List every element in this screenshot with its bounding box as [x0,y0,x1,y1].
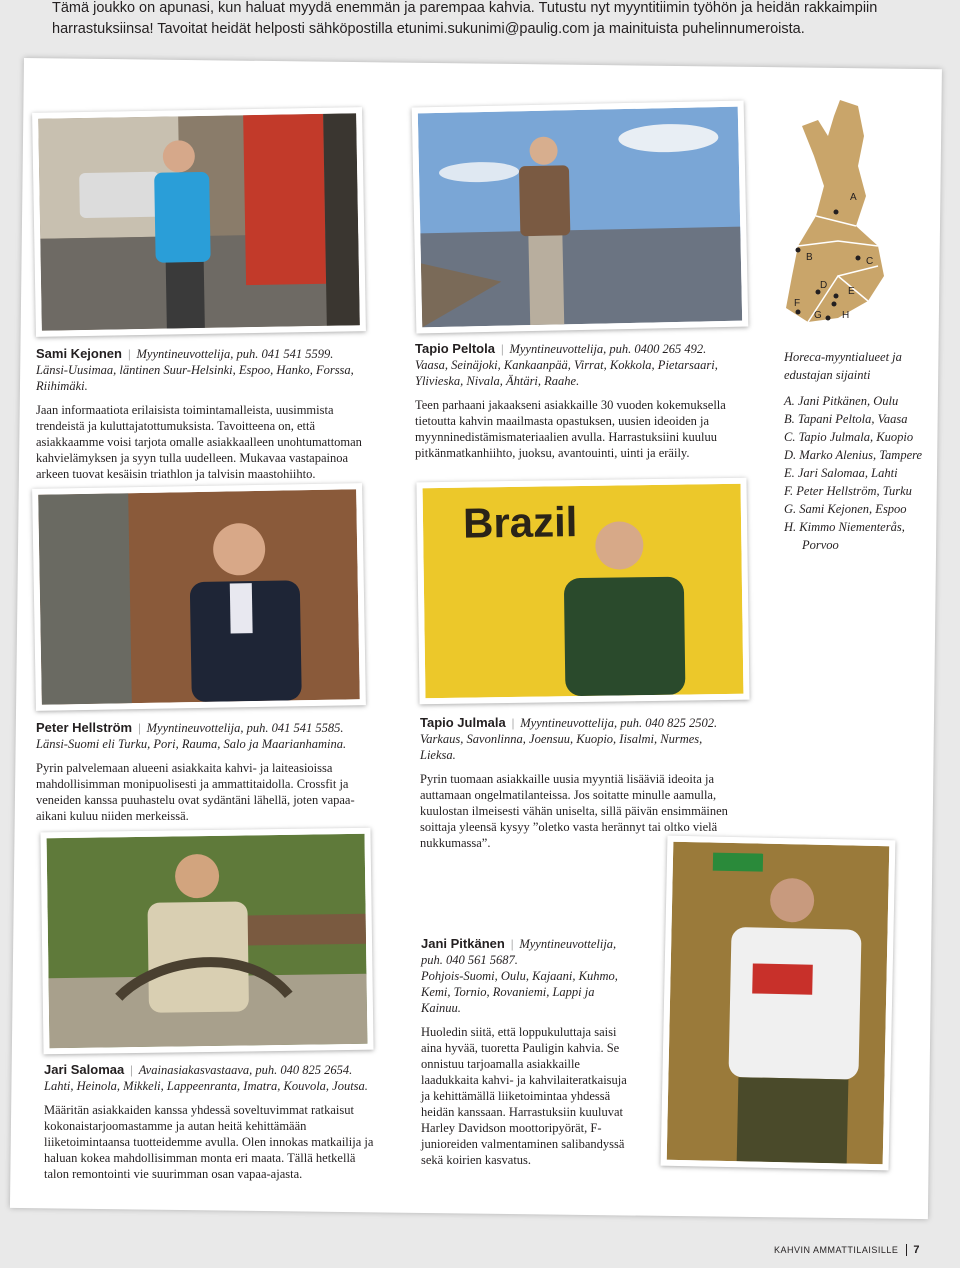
legend-item: D. Marko Alenius, Tampere [784,448,923,462]
legend-item: E. Jari Salomaa, Lahti [784,466,898,480]
profile-name: Tapio Julmala [420,715,506,730]
map-legend-title: Horeca-myyntialueet ja edustajan sijainti [784,350,902,382]
profile-sami-kejonen: Sami Kejonen | Myyntineuvottelija, puh. 041 541 5599. Länsi-Uusimaa, läntinen Suur-Helsinki, Espoo, Hanko, Forssa, Riihimäki. Jaan informaatiota erilaisista toimintamalleista, uusimmista trendeistä ja kuluttajatottumuksista. Tavoitteena on, että asiakkaamme voisi tarjota omalle asiakkaalleen unohtumattoman kahvielämyksen ja syyn tulla uudelleen. Mukavaa vastapainoa arkeen tuovat kesäisin triathlon ja talvisin maastohiihto. [36,346,366,482]
profile-region: Varkaus, Savonlinna, Joensuu, Kuopio, Iisalmi, Nurmes, Lieksa. [420,732,703,762]
profile-region: Pohjois-Suomi, Oulu, Kajaani, Kuhmo, Kemi, Tornio, Rovaniemi, Lappi ja Kainuu. [421,969,618,1015]
profile-role: Myyntineuvottelija, puh. 0400 265 492. [509,342,707,356]
finland-map [768,96,898,331]
profile-tapio-peltola: Tapio Peltola | Myyntineuvottelija, puh. 0400 265 492. Vaasa, Seinäjoki, Kankaanpää, Virrat, Kokkola, Pietarsaari, Ylivieska, Nivala, Ähtäri, Raahe. Teen parhaani jakaakseni asiakkaille 30 vuoden kokemuksella tietoutta kahvin maailmasta opastuksen, uusien ideoiden ja myynninedistämismateriaalien avulla. Harrastuksiini kuuluu pitkänmatkanhiihto, juoksu, avantouinti, uinti ja eräily. [415,341,740,461]
photo-jari-salomaa [40,828,373,1055]
map-label-d: D [820,280,828,291]
profile-name: Peter Hellström [36,720,133,735]
brazil-sign-text: Brazil [462,498,578,547]
profile-role: Myyntineuvottelija, puh. 041 541 5585. [146,721,344,735]
page-number: 7 [906,1244,920,1256]
profile-body: Pyrin tuomaan asiakkaille uusia myyntiä lisääviä ideoita ja auttamaan ongelmatilanteissa. Jos soitatte minulle aamulla, kuulostan ilmeisesti vähän uniselta, sillä päivän ensimmäinen soittaja yleensä kysyy ”oletko vasta herännyt tai oltko vielä nukkumassa”. [420,772,728,850]
profile-jani-pitkanen: Jani Pitkänen | Myyntineuvottelija, puh. 040 561 5687. Pohjois-Suomi, Oulu, Kajaani, Kuhmo, Kemi, Tornio, Rovaniemi, Lappi ja Kainuu. Huoledin siitä, että loppukuluttaja saisi aina hyvää, tuoretta Pauligin kahvia. Se onnistuu tarjoamalla asiakkaille laadukkaita kahvi- ja kahvilaiteratkaisuja ja kehittämällä liiketoimintaa yhdessä heidän kanssaan. Harrastuksiin kuuluvat Harley Davidson moottoripyörät, F-junioreiden valmentaminen salibandyssä sekä koirien kasvatus. [421,936,636,1168]
profile-body: Määritän asiakkaiden kanssa yhdessä soveltuvimmat ratkaisut kokonaistarjoomastamme ja autan heitä kehittämään liiketoimintaansa tuotteidemme avulla. Olen innokas matkailija ja haluan kokea mahdollisimman monta eri maata. Tällä hetkellä talon remontointi vie suurimman osan vapaa-ajasta. [44,1103,374,1181]
profile-name: Tapio Peltola [415,341,495,356]
photo-sami-kejonen [32,107,366,337]
profile-region: Länsi-Suomi eli Turku, Pori, Rauma, Salo ja Maarianhamina. [36,737,347,751]
profile-body: Teen parhaani jakaakseni asiakkaille 30 vuoden kokemuksella tietoutta kahvin maailmasta opastuksen, uusien ideoiden ja myynninedistämismateriaalien avulla. Harrastuksiini kuuluu pitkänmatkanhiihto, juoksu, avantouinti, uinti ja eräily. [415,398,726,460]
profile-peter-hellstrom: Peter Hellström | Myyntineuvottelija, puh. 041 541 5585. Länsi-Suomi eli Turku, Pori, Rauma, Salo ja Maarianhamina. Pyrin palvelemaan alueeni asiakkaita kahvi- ja laiteasioissa mahdollisimman monipuolisesti ja ammattitaidolla. Crossfit ja veneiden kanssa puuhastelu ovat sydäntäni lähellä, joten vapaa-aikani kuluu niiden merkeissä. [36,720,366,824]
map-label-f: F [794,298,801,309]
photo-jani-pitkanen [661,836,896,1171]
map-label-e: E [848,286,855,297]
map-label-g: G [814,310,822,321]
legend-item: H. Kimmo Niementerås, Porvoo [784,520,905,552]
profile-name: Sami Kejonen [36,346,122,361]
profile-region: Länsi-Uusimaa, läntinen Suur-Helsinki, Espoo, Hanko, Forssa, Riihimäki. [36,363,354,393]
profile-name: Jani Pitkänen [421,936,505,951]
legend-item: F. Peter Hellström, Turku [784,484,912,498]
profile-role: Myyntineuvottelija, puh. 041 541 5599. [136,347,334,361]
profile-region: Vaasa, Seinäjoki, Kankaanpää, Virrat, Kokkola, Pietarsaari, Ylivieska, Nivala, Ähtäri, Raahe. [415,358,718,388]
map-label-h: H [842,310,850,321]
profile-body: Jaan informaatiota erilaisista toimintamalleista, uusimmista trendeistä ja kuluttajatottumuksista. Tavoitteena on, että asiakkaamme voisi tarjota omalle asiakkaalleen unohtumattoman kahvielämyksen ja syyn tulla uudelleen. Mukavaa vastapainoa arkeen tuovat kesäisin triathlon ja talvisin maastohiihto. [36,403,362,481]
profile-name: Jari Salomaa [44,1062,125,1077]
profile-role: Avainasiakasvastaava, puh. 040 825 2654. [138,1063,353,1077]
profile-role: Myyntineuvottelija, puh. 040 561 5687. [421,937,617,967]
photo-peter-hellstrom [32,483,366,711]
page-footer [774,1244,920,1256]
profile-role: Myyntineuvottelija, puh. 040 825 2502. [520,716,718,730]
map-label-c: C [866,256,874,267]
map-label-a: A [850,192,857,203]
photo-tapio-peltola [412,101,749,334]
profile-body: Huoledin siitä, että loppukuluttaja saisi aina hyvää, tuoretta Pauligin kahvia. Se onnistuu tarjoamalla asiakkaille laadukkaita kahvi- ja kahvilaiteratkaisuja ja kehittämällä liiketoimintaa yhdessä heidän kanssaan. Harrastuksiin kuuluvat Harley Davidson moottoripyörät, F-junioreiden valmentaminen salibandyssä sekä koirien kasvatus. [421,1025,627,1167]
magazine-name: KAHVIN AMMATTILAISILLE [774,1245,899,1255]
profile-body: Pyrin palvelemaan alueeni asiakkaita kahvi- ja laiteasioissa mahdollisimman monipuolisesti ja ammattitaidolla. Crossfit ja veneiden kanssa puuhastelu ovat sydäntäni lähellä, joten vapaa-aikani kuluu niiden merkeissä. [36,761,355,823]
legend-item: G. Sami Kejonen, Espoo [784,502,907,516]
profile-jari-salomaa: Jari Salomaa | Avainasiakasvastaava, puh. 040 825 2654. Lahti, Heinola, Mikkeli, Lappeenranta, Imatra, Kouvola, Joutsa. Määritän asiakkaiden kanssa yhdessä soveltuvimmat ratkaisut kokonaistarjoomastamme ja autan heitä kehittämään liiketoimintaansa tuotteidemme avulla. Olen innokas matkailija ja haluan kokea mahdollisimman monta eri maata. Tällä hetkellä talon remontointi vie suurimman osan vapaa-ajasta. [44,1062,374,1181]
profile-region: Lahti, Heinola, Mikkeli, Lappeenranta, Imatra, Kouvola, Joutsa. [44,1079,368,1093]
map-legend [784,348,924,554]
photo-tapio-julmala [416,478,749,705]
legend-item: C. Tapio Julmala, Kuopio [784,430,914,444]
map-label-b: B [806,252,813,263]
legend-item: A. Jani Pitkänen, Oulu [784,394,899,408]
profile-tapio-julmala: Tapio Julmala | Myyntineuvottelija, puh. 040 825 2502. Varkaus, Savonlinna, Joensuu, Kuopio, Iisalmi, Nurmes, Lieksa. Pyrin tuomaan asiakkaille uusia myyntiä lisääviä ideoita ja auttamaan ongelmatilanteissa. Jos soitatte minulle aamulla, kuulostan ilmeisesti vähän uniselta, sillä päivän ensimmäinen soittaja yleensä kysyy ”oletko vasta herännyt tai oltko vielä nukkumassa”. [420,715,740,851]
intro-text: Tämä joukko on apunasi, kun haluat myydä enemmän ja parempaa kahvia. Tutustu nyt myyntitiimin työhön ja heidän rakkaimpiin harrastuksiinsa! Tavoitat heidät helposti sähköpostilla etunimi.sukunimi@paulig.com ja mainituista puhelinnumeroista. [52,0,878,37]
legend-item: B. Tapani Peltola, Vaasa [784,412,908,426]
